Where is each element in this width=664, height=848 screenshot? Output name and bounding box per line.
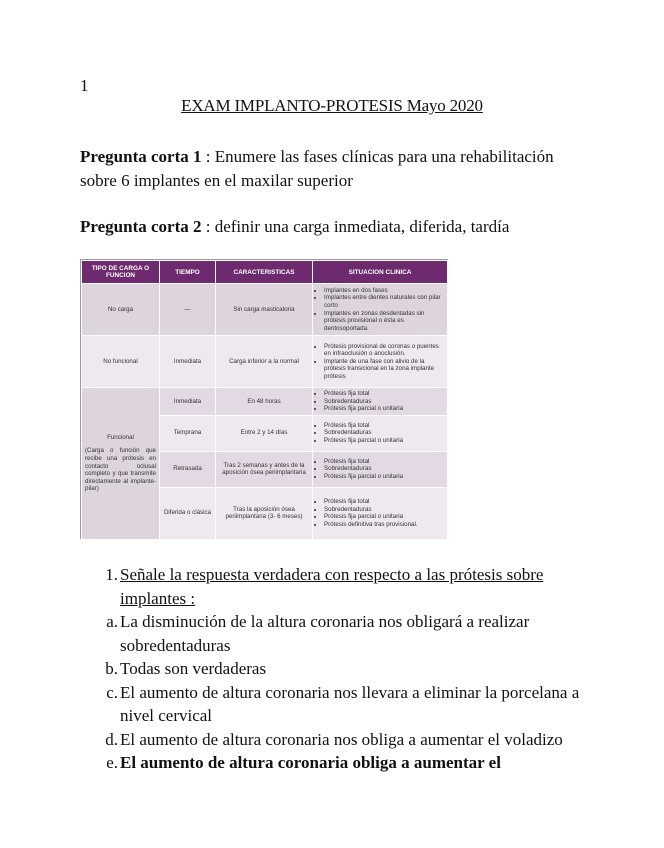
table-header-cell: TIEMPO — [160, 261, 216, 284]
option-letter: b. — [105, 659, 118, 678]
funcional-label: Funcional — [107, 433, 134, 441]
table-cell — [313, 451, 448, 487]
table-cell: No carga — [82, 284, 160, 336]
table-cell — [313, 415, 448, 451]
answer-option-a — [98, 610, 588, 657]
question-stem-text: Señale la respuesta verdadera con respecto a las prótesis sobre implantes : — [120, 565, 544, 608]
list-item: • Implantes en dos fases — [324, 287, 444, 295]
list-item: • Sobredentaduras — [324, 506, 444, 514]
table-row — [82, 336, 448, 388]
short-question-1-label: Pregunta corta 1 — [80, 147, 202, 166]
list-item: • Prótesis fija parcial o unitaria — [324, 473, 444, 481]
table-row — [82, 388, 448, 416]
funcional-description: (Carga o función que recibe una prótesis en contacto oclusal completo y que transmite directamente al implante-pilar) — [85, 447, 156, 493]
table-cell — [313, 284, 448, 336]
list-item: • Prótesis provisional de coronas o puentes en infraoclusión o anoclusión. — [324, 343, 444, 358]
table-cell: Carga inferior a la normal — [216, 336, 313, 388]
short-question-2-label: Pregunta corta 2 — [80, 217, 202, 236]
exam-title: EXAM IMPLANTO-PROTESIS Mayo 2020 — [181, 96, 483, 115]
question-number: 1. — [105, 565, 118, 584]
option-text: El aumento de altura coronaria nos obliga a aumentar el voladizo — [120, 729, 563, 749]
table-cell: — — [160, 284, 216, 336]
list-item: • Prótesis definitiva tras provisional. — [324, 521, 444, 529]
question-stem — [98, 563, 588, 610]
table-cell: Tras la aposición ósea periimplantaria (3- 6 meses) — [216, 487, 313, 539]
page-number: 1 — [80, 76, 89, 95]
short-question-1 — [80, 145, 580, 193]
short-question-2 — [80, 215, 580, 239]
table-cell — [82, 388, 160, 540]
option-letter: a. — [106, 612, 118, 631]
list-item: • Sobredentaduras — [324, 429, 444, 437]
table-cell: Tras 2 semanas y antes de la aposición ósea periimplantaria — [216, 451, 313, 487]
list-item: • Sobredentaduras — [324, 465, 444, 473]
load-types-table — [80, 259, 448, 539]
table-cell: Sin carga masticatoria — [216, 284, 313, 336]
list-item: • Prótesis fija total — [324, 498, 444, 506]
answer-option-b — [98, 657, 588, 681]
list-item: • Prótesis fija total — [324, 390, 444, 398]
option-text: La disminución de la altura coronaria nos obligará a realizar sobredentaduras — [120, 612, 530, 655]
table-header-cell: TIPO DE CARGA O FUNCION — [82, 261, 160, 284]
table-cell — [313, 336, 448, 388]
table-header-cell: CARACTERISTICAS — [216, 261, 313, 284]
option-letter: d. — [105, 729, 118, 749]
list-item: • Prótesis fija total — [324, 458, 444, 466]
table-cell: Diferida o clásica — [160, 487, 216, 539]
table-header-cell: SITUACION CLINICA — [313, 261, 448, 284]
list-item: • Implantes en zonas desdentadas sin prótesis provisional o ésta es dentosoportada. — [324, 310, 444, 333]
list-item: • Implante de una fase con alivio de la prótesis transicional en la zona implante prótesis — [324, 358, 444, 381]
list-item: • Sobredentaduras — [324, 398, 444, 406]
table-row — [82, 284, 448, 336]
option-text: Todas son verdaderas — [120, 659, 267, 678]
list-item: • Prótesis fija parcial o unitaria — [324, 513, 444, 521]
table-cell: Inmediata — [160, 336, 216, 388]
multiple-choice-question — [98, 563, 588, 775]
table-cell: Entre 2 y 14 días — [216, 415, 313, 451]
list-item: • Prótesis fija parcial o unitaria — [324, 405, 444, 413]
table-cell: No funcional — [82, 336, 160, 388]
option-letter: c. — [106, 682, 118, 702]
table-cell: En 48 horas — [216, 388, 313, 416]
list-item: • Prótesis fija parcial o unitaria — [324, 437, 444, 445]
table-cell: Temprana — [160, 415, 216, 451]
table-cell — [313, 388, 448, 416]
option-text: El aumento de altura coronaria obliga a aumentar el — [120, 753, 501, 772]
option-text: El aumento de altura coronaria nos llevara a eliminar la porcelana a nivel cervical — [120, 682, 580, 725]
table-cell: Inmediata — [160, 388, 216, 416]
list-item: • Prótesis fija total — [324, 422, 444, 430]
table-header-row — [82, 261, 448, 284]
answer-option-e — [98, 751, 588, 775]
table-cell — [313, 487, 448, 539]
list-item: • Implantes entre dientes naturales con pilar corto — [324, 294, 444, 309]
short-question-1-text: : Enumere las fases clínicas para una rehabilitación sobre 6 implantes en el maxilar superior — [80, 147, 554, 190]
table-cell: Retrasada — [160, 451, 216, 487]
option-letter: e. — [106, 753, 118, 772]
answer-option-c — [98, 681, 588, 728]
answer-option-d — [98, 728, 588, 752]
short-question-2-text: : definir una carga inmediata, diferida, tardía — [201, 217, 510, 236]
